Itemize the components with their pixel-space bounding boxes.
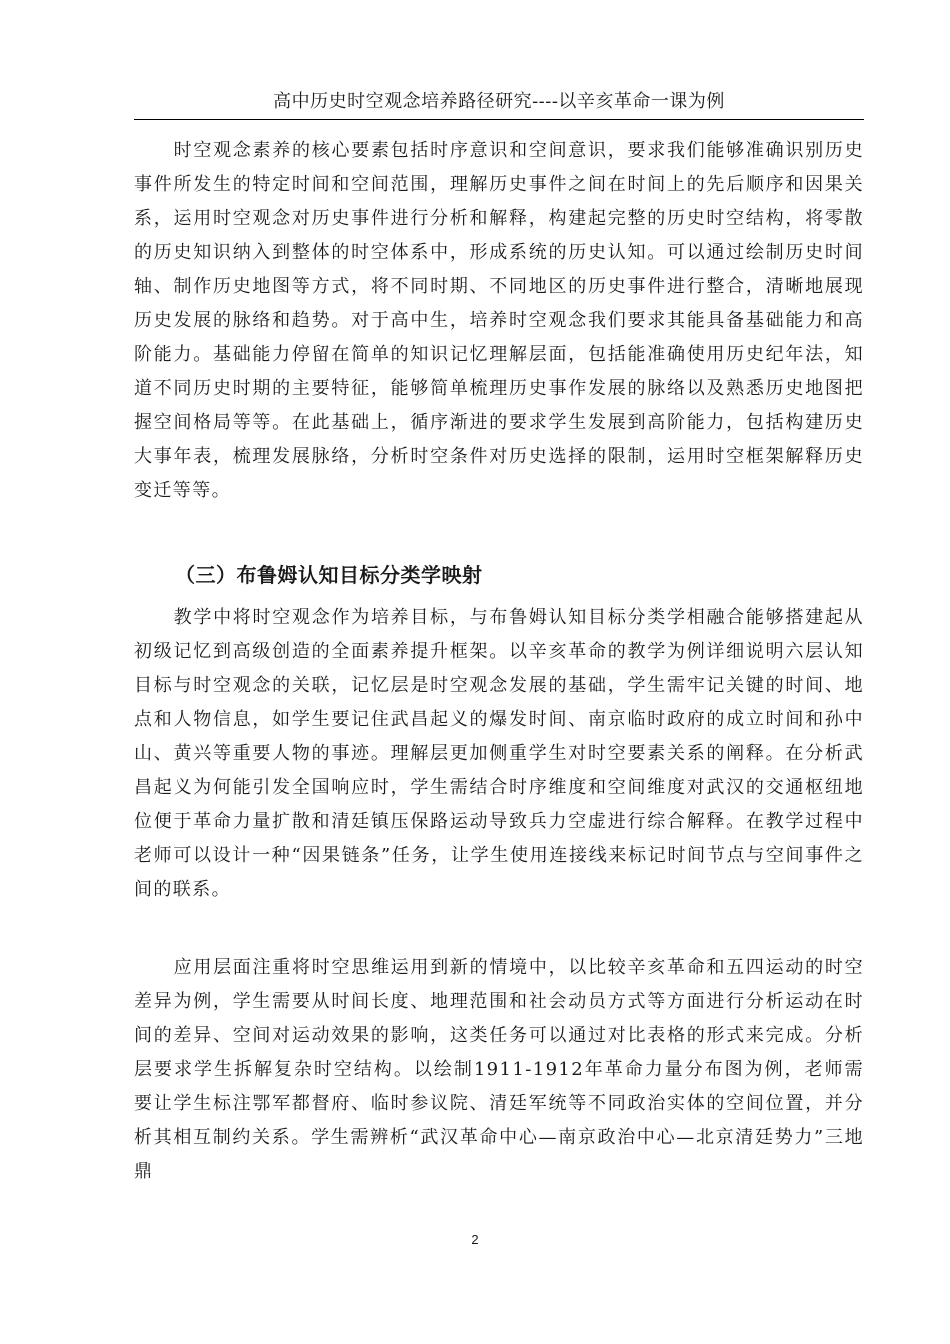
header-divider [134, 119, 864, 120]
running-header: 高中历史时空观念培养路径研究----以辛亥革命一课为例 [273, 91, 725, 112]
body-paragraph: 教学中将时空观念作为培养目标，与布鲁姆认知目标分类学相融合能够搭建起从初级记忆到高级创造的全面素养提升框架。以辛亥革命的教学为例详细说明六层认知目标与时空观念的关联，记忆层是时空观念发展的基础，学生需牢记关键的时间、地点和人物信息，如学生要记住武昌起义的爆发时间、南京临时政府的成立时间和孙中山、黄兴等重要人物的事迹。理解层更加侧重学生对时空要素关系的阐释。在分析武昌起义为何能引发全国响应时，学生需结合时序维度和空间维度对武汉的交通枢纽地位便于革命力量扩散和清廷镇压保路运动导致兵力空虚进行综合解释。在教学过程中老师可以设计一种“因果链条”任务，让学生使用连接线来标记时间节点与空间事件之间的联系。 [134, 607, 864, 900]
page-number: 2 [471, 1232, 479, 1247]
body-paragraph: 应用层面注重将时空思维运用到新的情境中，以比较辛亥革命和五四运动的时空差异为例，学生需要从时间长度、地理范围和社会动员方式等方面进行分析运动在时间的差异、空间对运动效果的影响，这类任务可以通过对比表格的形式来完成。分析层要求学生拆解复杂时空结构。以绘制1911-1912年革命力量分布图为例，老师需要让学生标注鄂军都督府、临时参议院、清廷军统等不同政治实体的空间位置，并分析其相互制约关系。学生需辨析“武汉革命中心—南京政治中心—北京清廷势力”三地鼎 [134, 957, 864, 1182]
section-heading: （三）布鲁姆认知目标分类学映射 [175, 563, 483, 587]
body-paragraph: 时空观念素养的核心要素包括时序意识和空间意识，要求我们能够准确识别历史事件所发生的特定时间和空间范围，理解历史事件之间在时间上的先后顺序和因果关系，运用时空观念对历史事件进行分析和解释，构建起完整的历史时空结构，将零散的历史知识纳入到整体的时空体系中，形成系统的历史认知。可以通过绘制历史时间轴、制作历史地图等方式，将不同时期、不同地区的历史事件进行整合，清晰地展现历史发展的脉络和趋势。对于高中生，培养时空观念我们要求其能具备基础能力和高阶能力。基础能力停留在简单的知识记忆理解层面，包括能准确使用历史纪年法，知道不同历史时期的主要特征，能够简单梳理历史事作发展的脉络以及熟悉历史地图把握空间格局等等。在此基础上，循序渐进的要求学生发展到高阶能力，包括构建历史大事年表，梳理发展脉络，分析时空条件对历史选择的限制，运用时空框架解释历史变迁等等。 [134, 140, 864, 501]
